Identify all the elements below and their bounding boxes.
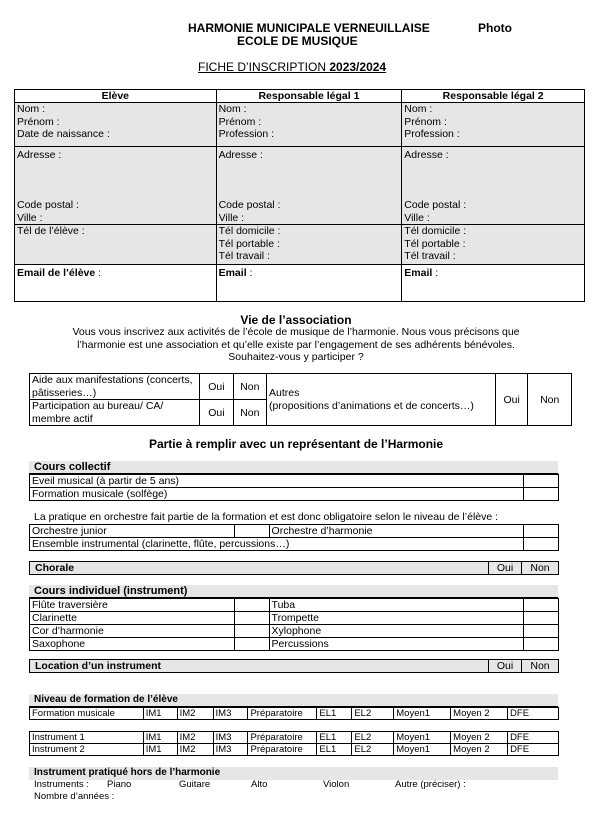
eleve-ville: Ville : [17,211,43,224]
resp1-prenom: Prénom : [218,115,262,128]
chorale-oui[interactable]: Oui [489,562,522,575]
participation-label: Participation au bureau/ CA/ membre actif [30,400,200,426]
cours-collectif-title: Cours collectif [29,461,558,474]
location-non[interactable]: Non [522,660,559,673]
eleve-email-label: Email de l’élève [17,267,96,279]
form-year: 2023/2024 [329,60,387,74]
photo-placeholder: Photo [478,21,512,35]
eveil-check[interactable] [524,475,559,488]
autres-non[interactable]: Non [528,374,572,426]
instrument-right-2: Xylophone [269,625,524,638]
autres-oui[interactable]: Oui [495,374,527,426]
level-moyen1[interactable]: Moyen1 [394,744,451,756]
cours-collectif-table [29,474,559,501]
resp1-email-label: Email [218,267,247,279]
association-title: Vie de l’association [240,313,352,327]
resp2-code-postal: Code postal : [404,199,467,211]
participation-non[interactable]: Non [233,400,266,426]
orchestre-harmonie-label: Orchestre d’harmonie [269,525,524,538]
association-line2: l’harmonie est une association et qu’elle existe par l’engagement de ses adhérents bénévoles. [77,338,515,351]
level-im1[interactable]: IM1 [143,708,177,720]
check-left-3[interactable] [234,638,269,651]
col-resp2: Responsable légal 2 [402,90,585,103]
resp1-tel-domicile: Tél domicile : [218,225,281,237]
level-el2[interactable]: EL2 [352,708,394,720]
level-im2[interactable]: IM2 [177,708,213,720]
level-el1[interactable]: EL1 [317,708,352,720]
resp1-adresse: Adresse : [218,149,263,161]
instrument-left-2: Cor d’harmonie [30,625,235,638]
level-im3[interactable]: IM3 [213,732,248,744]
instrument-right-3: Percussions [269,638,524,651]
level-el2[interactable]: EL2 [352,744,394,756]
niveau-row-label: Instrument 1 [30,732,144,744]
eleve-email-cell[interactable] [15,265,217,302]
level-moyen2[interactable]: Moyen 2 [451,744,508,756]
resp1-ville: Ville : [218,211,245,224]
formation-label: Formation musicale (solfège) [30,488,524,501]
level-el1[interactable]: EL1 [317,744,352,756]
colon: : [246,267,253,279]
hors-title: Instrument pratiqué hors de l’harmonie [29,767,558,780]
eleve-prenom: Prénom : [17,115,60,128]
level-moyen2[interactable]: Moyen 2 [451,708,508,720]
aide-non[interactable]: Non [233,374,266,400]
chorale-table [29,561,559,575]
participation-oui[interactable]: Oui [200,400,233,426]
niveau-title: Niveau de formation de l’élève [29,694,558,707]
level-dfe[interactable]: DFE [508,744,559,756]
resp2-nom: Nom : [404,103,433,115]
resp2-ville: Ville : [404,211,430,224]
orchestre-junior-label: Orchestre junior [30,525,235,538]
check-right-0[interactable] [524,599,559,612]
pratique-note: La pratique en orchestre fait partie de la formation et est donc obligatoire selon le niveau de l’élève : [34,511,499,523]
eleve-identity-cell[interactable] [15,103,217,147]
level-preparatoire[interactable]: Préparatoire [248,744,317,756]
hors-autre[interactable]: Autre (préciser) : [395,779,466,790]
resp1-tel-cell[interactable] [216,225,402,265]
resp1-code-postal: Code postal : [218,199,281,211]
resp2-identity-cell[interactable] [402,103,585,147]
orchestre-junior-check[interactable] [234,525,269,538]
colon: : [95,267,102,279]
cours-individuel-title: Cours individuel (instrument) [29,585,558,598]
autres-label [267,374,496,426]
resp2-email-label: Email [404,267,433,279]
form-title [198,60,386,74]
eleve-nom: Nom : [17,103,46,115]
formation-check[interactable] [524,488,559,501]
eveil-label: Eveil musical (à partir de 5 ans) [30,475,524,488]
level-im1[interactable]: IM1 [143,732,177,744]
aide-oui[interactable]: Oui [200,374,233,400]
level-im3[interactable]: IM3 [213,708,248,720]
niveau-table-fm [29,707,559,720]
level-el2[interactable]: EL2 [352,732,394,744]
check-right-2[interactable] [524,625,559,638]
hors-annees: Nombre d’années : [34,791,115,802]
instrument-left-0: Flûte traversière [30,599,235,612]
level-im3[interactable]: IM3 [213,744,248,756]
school-title: HARMONIE MUNICIPALE VERNEUILLAISE [188,21,430,35]
level-preparatoire[interactable]: Préparatoire [248,732,317,744]
hors-instruments-label: Instruments : [34,779,89,790]
cours-individuel-table [29,598,559,651]
check-left-2[interactable] [234,625,269,638]
level-im2[interactable]: IM2 [177,744,213,756]
eleve-code-postal: Code postal : [17,199,79,211]
check-right-3[interactable] [524,638,559,651]
eleve-naissance: Date de naissance : [17,128,110,140]
resp2-tel-travail: Tél travail : [404,250,456,262]
level-moyen2[interactable]: Moyen 2 [451,732,508,744]
level-moyen1[interactable]: Moyen1 [394,708,451,720]
association-text [0,326,592,364]
aide-label: Aide aux manifestations (concerts, pâtisseries…) [30,374,200,400]
level-im1[interactable]: IM1 [143,744,177,756]
eleve-adresse-cell[interactable] [15,147,217,225]
colon: : [432,267,439,279]
col-eleve: Elève [15,90,217,103]
resp1-adresse-cell[interactable] [216,147,402,225]
resp1-identity-cell[interactable] [216,103,402,147]
level-dfe[interactable]: DFE [508,708,559,720]
instrument-left-1: Clarinette [30,612,235,625]
instrument-right-1: Trompette [269,612,524,625]
association-line1: Vous vous inscrivez aux activités de l’école de musique de l’harmonie. Nous vous précisons que [72,326,520,338]
location-table [29,659,559,673]
orchestre-harmonie-check[interactable] [524,525,559,538]
niveau-row-label: Formation musicale [30,708,144,720]
resp1-profession: Profession : [218,128,275,140]
resp2-email-cell[interactable] [402,265,585,302]
level-dfe[interactable]: DFE [508,732,559,744]
resp2-adresse: Adresse : [404,149,449,161]
instrument-right-0: Tuba [269,599,524,612]
identity-table [14,89,585,302]
level-im2[interactable]: IM2 [177,732,213,744]
level-el1[interactable]: EL1 [317,732,352,744]
hors-guitare[interactable]: Guitare [179,779,211,790]
location-oui[interactable]: Oui [489,660,522,673]
niveau-table-instruments [29,731,559,756]
hors-alto[interactable]: Alto [251,779,268,790]
col-resp1: Responsable légal 1 [216,90,402,103]
partie-title: Partie à remplir avec un représentant de l’Harmonie [148,437,444,451]
school-subtitle: ECOLE DE MUSIQUE [237,34,358,48]
resp2-tel-portable: Tél portable : [404,237,466,250]
resp1-tel-portable: Tél portable : [218,237,280,250]
resp2-profession: Profession : [404,128,460,140]
eleve-tel-cell[interactable] [15,225,217,265]
orchestre-table [29,524,559,551]
level-preparatoire[interactable]: Préparatoire [248,708,317,720]
eleve-tel: Tél de l’élève : [17,225,85,237]
resp2-adresse-cell[interactable] [402,147,585,225]
check-left-0[interactable] [234,599,269,612]
ensemble-check[interactable] [524,538,559,551]
resp1-nom: Nom : [218,103,247,115]
resp1-email-cell[interactable] [216,265,402,302]
association-table [29,373,572,426]
resp2-tel-cell[interactable] [402,225,585,265]
check-left-1[interactable] [234,612,269,625]
chorale-label: Chorale [30,562,489,575]
niveau-row-label: Instrument 2 [30,744,144,756]
resp1-tel-travail: Tél travail : [218,250,270,262]
resp2-tel-domicile: Tél domicile : [404,225,467,237]
autres-desc: (propositions d’animations et de concerts…) [269,399,474,412]
location-label: Location d’un instrument [30,660,489,673]
form-title-text: FICHE D’INSCRIPTION [198,60,327,74]
autres-title: Autres [269,387,300,399]
association-line3: Souhaitez-vous y participer ? [228,351,364,363]
instrument-left-3: Saxophone [30,638,235,651]
resp2-prenom: Prénom : [404,115,447,128]
eleve-adresse: Adresse : [17,149,62,161]
hors-violon[interactable]: Violon [323,779,350,790]
ensemble-label: Ensemble instrumental (clarinette, flûte, percussions…) [30,538,524,551]
hors-piano[interactable]: Piano [107,779,132,790]
level-moyen1[interactable]: Moyen1 [394,732,451,744]
check-right-1[interactable] [524,612,559,625]
chorale-non[interactable]: Non [522,562,559,575]
